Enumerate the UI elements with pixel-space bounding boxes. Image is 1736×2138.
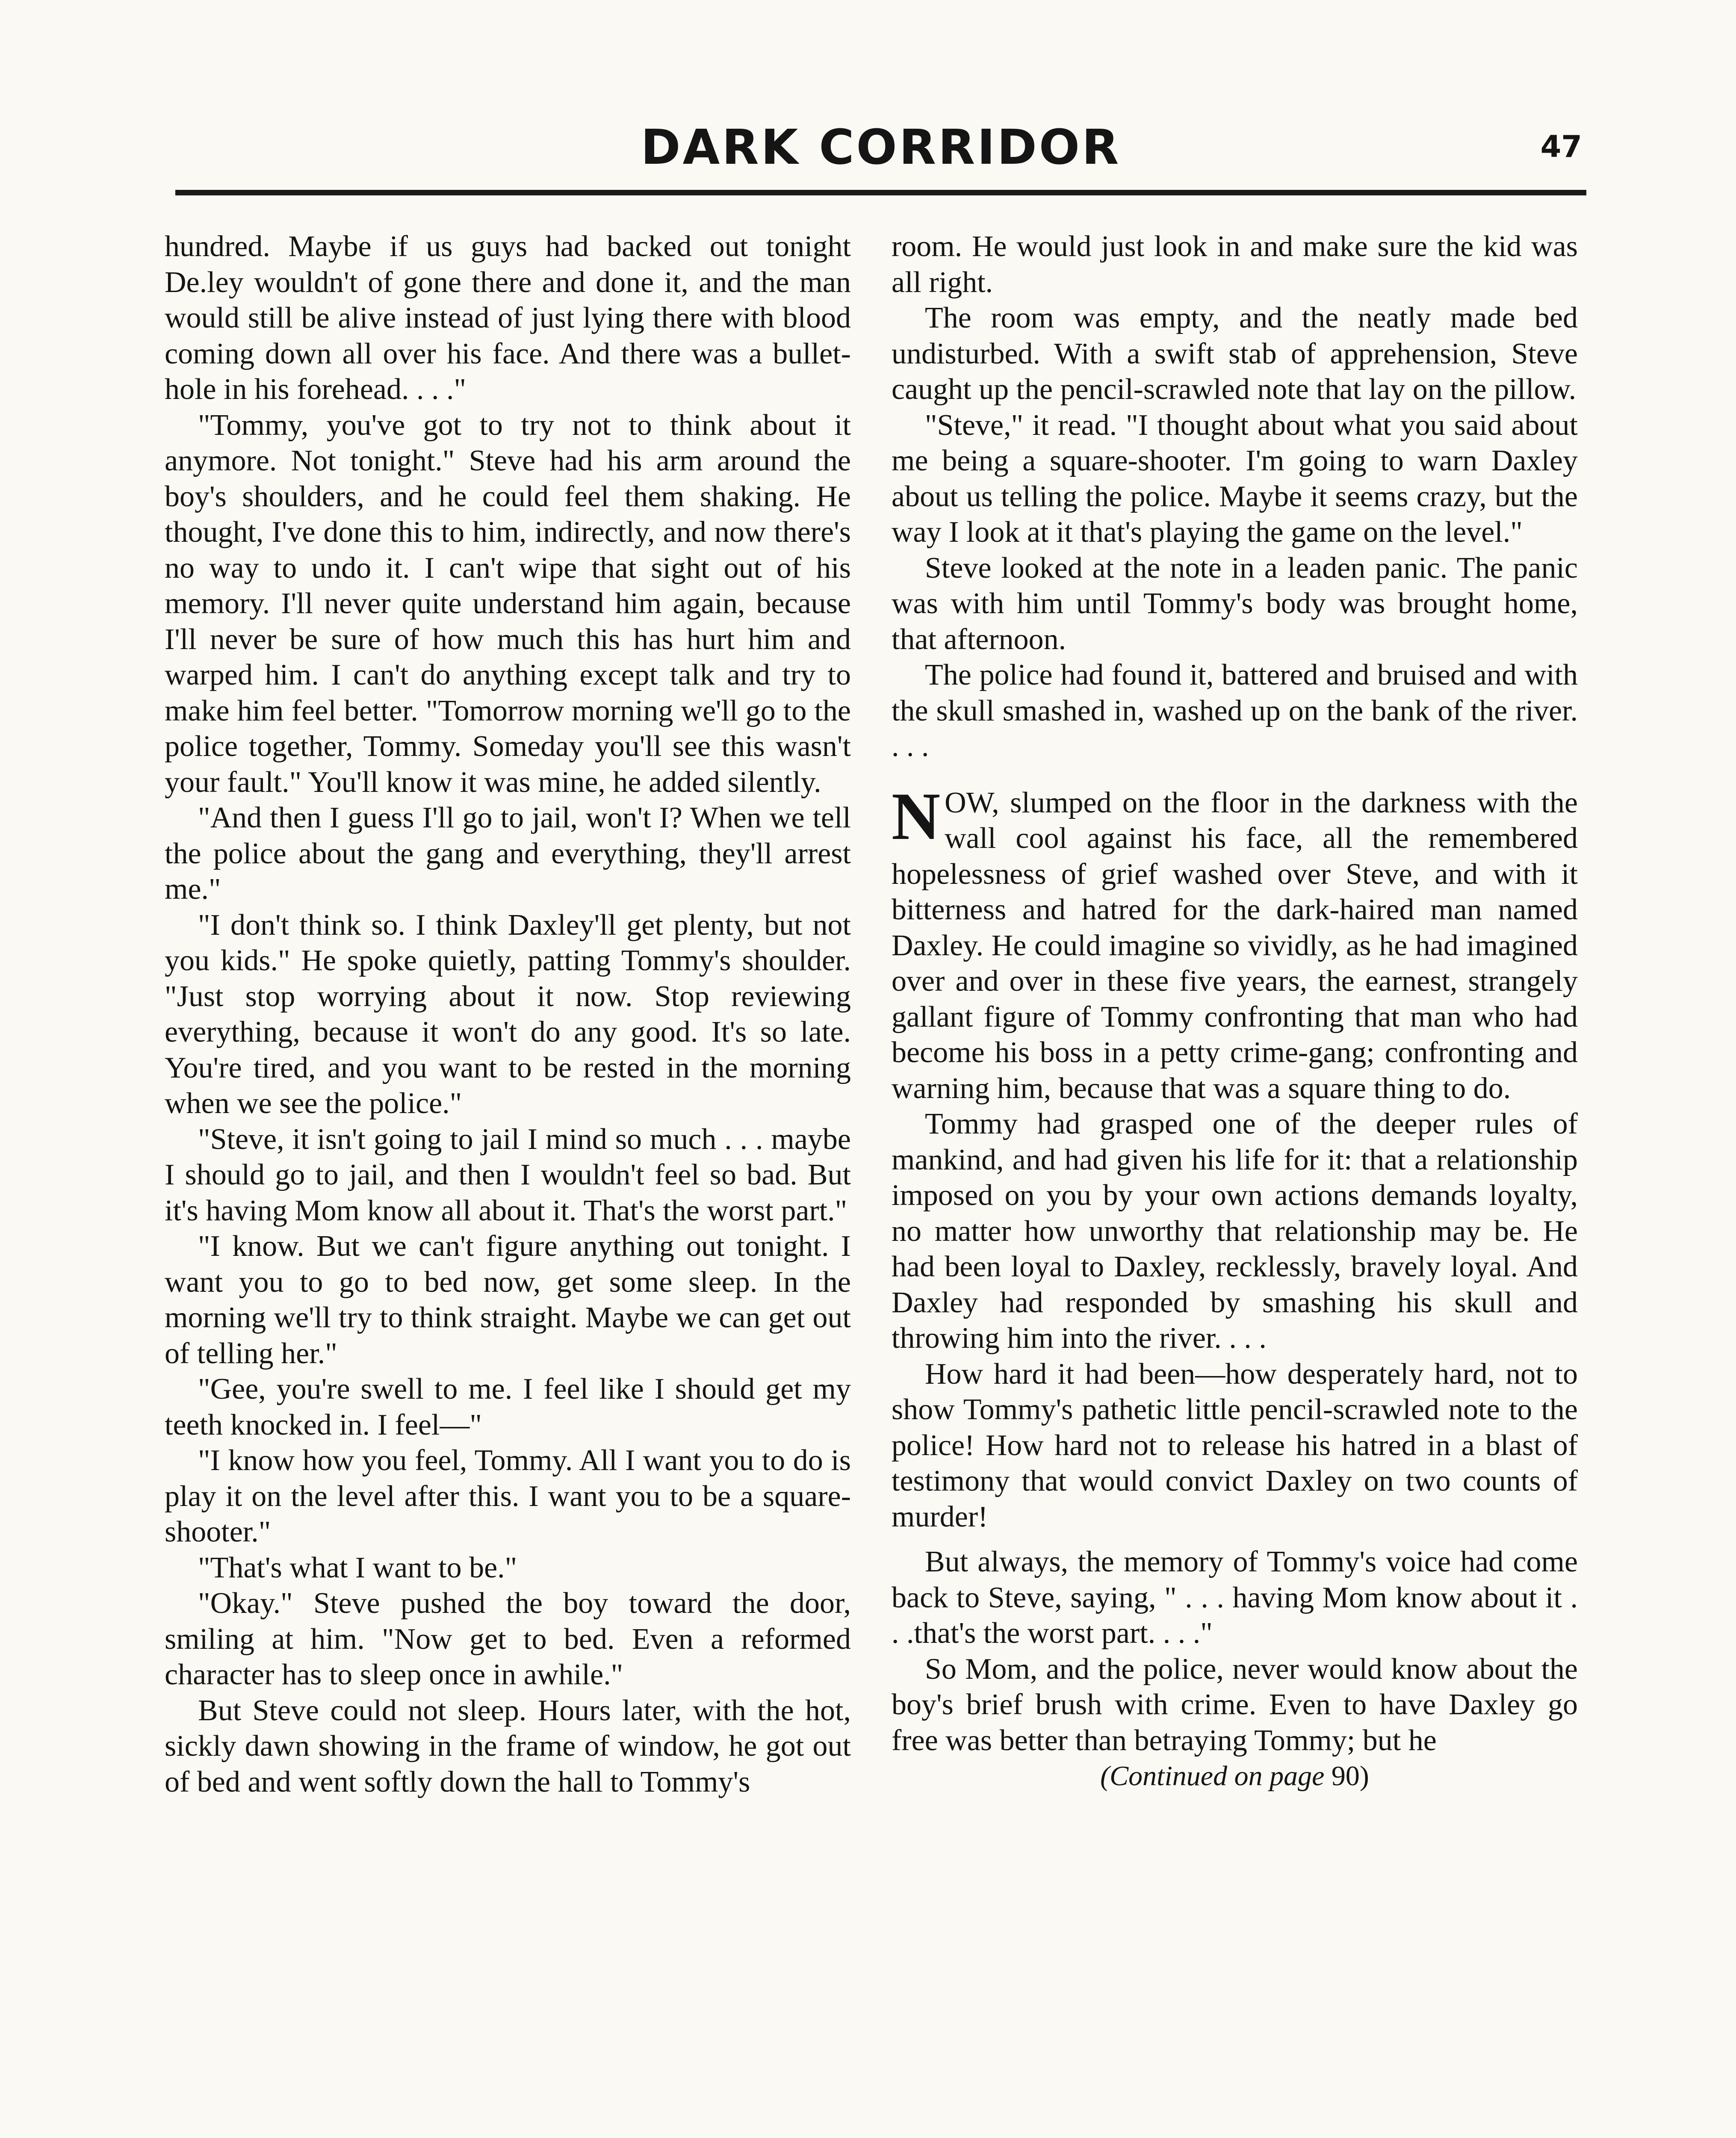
section-opening-text: OW, slumped on the floor in the darkness with the wall cool against his face, all the remembered hopelessness of grief washed over Steve, and with it bitterness and hatred for the dark-haired man named Daxley. He could imagine so vividly, as he had imagined over and over in these five years, the earnest, strangely gallant figure of Tommy confronting that man who had become his boss in a petty crime-gang; confronting and warning him, because that was a square thing to do. [892, 786, 1578, 1105]
continued-text: (Continued on page [1100, 1760, 1325, 1792]
paragraph: "And then I guess I'll go to jail, won't I? When we tell the police about the gang and everything, they'll arrest me." [165, 801, 851, 906]
paragraph: "I know. But we can't figure anything out tonight. I want you to go to bed now, get some sleep. In the morning we'll try to think straight. Maybe we can get out of telling her." [165, 1230, 851, 1370]
paragraph: "That's what I want to be." [198, 1551, 517, 1584]
paragraph: But Steve could not sleep. Hours later, with the hot, sickly dawn showing in the frame of window, he got out of bed and went softly down the hall to Tommy's [165, 1694, 851, 1798]
paragraph: Steve looked at the note in a leaden panic. The panic was with him until Tommy's body was brought home, that afternoon. [892, 551, 1578, 656]
paragraph: But always, the memory of Tommy's voice had come back to Steve, saying, " . . . having Mom know about it . . .that's the worst part. . . ." [892, 1545, 1578, 1650]
paragraph: "I don't think so. I think Daxley'll get plenty, but not you kids." He spoke quietly, patting Tommy's shoulder. "Just stop worrying about it now. Stop reviewing everything, because it won't do any good. It's so late. You're tired, and you want to be rested in the morning when we see the police." [165, 908, 851, 1120]
running-header [162, 115, 1599, 192]
paragraph: "Steve, it isn't going to jail I mind so much . . . maybe I should go to jail, and then I wouldn't feel so bad. But it's having Mom know all about it. That's the worst part." [165, 1122, 851, 1227]
continued-page-number: 90) [1331, 1760, 1369, 1792]
paragraph: hundred. Maybe if us guys had backed out tonight De.ley wouldn't of gone there and done it, and the man would still be alive instead of just lying there with blood coming down all over his face. And there was a bullet-hole in his forehead. . . ." [165, 230, 851, 406]
paragraph: So Mom, and the police, never would know about the boy's brief brush with crime. Even to have Daxley go free was better than betraying Tommy; but he [892, 1652, 1578, 1757]
header-rule [175, 190, 1586, 195]
paragraph: "Okay." Steve pushed the boy toward the door, smiling at him. "Now get to bed. Even a reformed character has to sleep once in awhile." [165, 1587, 851, 1691]
paragraph: How hard it had been—how desperately hard, not to show Tommy's pathetic little pencil-scrawled note to the police! How hard not to release his hatred in a blast of testimony that would convict Daxley on two counts of murder! [892, 1357, 1578, 1533]
paragraph: "I know how you feel, Tommy. All I want you to do is play it on the level after this. I want you to be a square-shooter." [165, 1444, 851, 1548]
right-text-column [892, 229, 1578, 1794]
page-number: 47 [1540, 129, 1582, 164]
paragraph: "Gee, you're swell to me. I feel like I should get my teeth knocked in. I feel—" [165, 1373, 851, 1441]
paragraph: The room was empty, and the neatly made bed undisturbed. With a swift stab of apprehension, Steve caught up the pencil-scrawled note that lay on the pillow. [892, 301, 1578, 406]
drop-cap: N [892, 779, 941, 854]
paragraph: "Tommy, you've got to try not to think about it anymore. Not tonight." Steve had his arm around the boy's shoulders, and he could feel them shaking. He thought, I've done this to him, indirectly, and now there's no way to undo it. I can't wipe that sight out of his memory. I'll never quite understand him again, because I'll never be sure of how much this has hurt him and warped him. I can't do anything except talk and try to make him feel better. "Tomorrow morning we'll go to the police together, Tommy. Someday you'll see this wasn't your fault." You'll know it was mine, he added silently. [165, 408, 851, 799]
left-text-column [165, 229, 851, 1800]
paragraph: The police had found it, battered and bruised and with the skull smashed in, washed up on the bank of the river. . . . [892, 659, 1578, 763]
paragraph: room. He would just look in and make sure the kid was all right. [892, 230, 1578, 299]
paragraph: "Steve," it read. "I thought about what you said about me being a square-shooter. I'm going to warn Daxley about us telling the police. Maybe it seems crazy, but the way I look at it that's playing the game on the level." [892, 408, 1578, 549]
section-opening-paragraph [892, 779, 1578, 1107]
paragraph: Tommy had grasped one of the deeper rules of mankind, and had given his life for it: that a relationship imposed on you by your own actions demands loyalty, no matter how unworthy that relationship may be. He had been loyal to Daxley, recklessly, bravely loyal. And Daxley had responded by smashing his skull and throwing him into the river. . . . [892, 1107, 1578, 1355]
continued-notice [892, 1758, 1578, 1794]
page-header-title: DARK CORRIDOR [641, 120, 1121, 175]
